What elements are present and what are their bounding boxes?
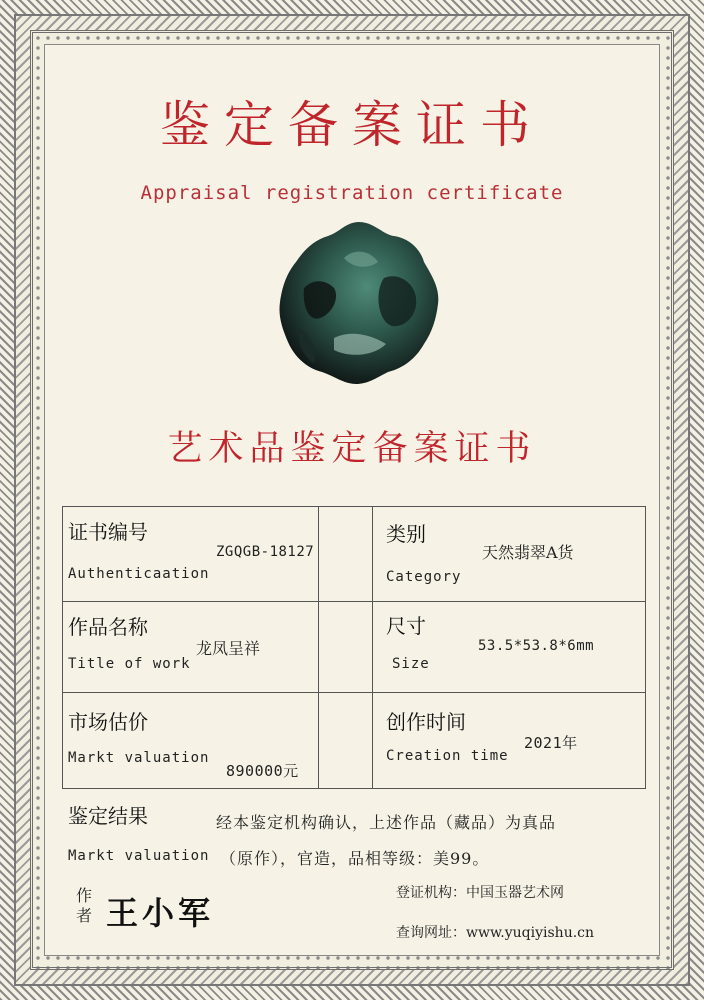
- certificate-no-label-en: Authenticaation: [68, 566, 210, 582]
- certificate-no-label: 证书编号: [68, 520, 148, 544]
- size-label-en: Size: [392, 656, 430, 672]
- result-line-1: 经本鉴定机构确认，上述作品（藏品）为真品: [216, 813, 557, 832]
- certifying-organization: 登证机构：中国玉器艺术网: [396, 885, 564, 901]
- creation-time-label: 创作时间: [386, 710, 466, 734]
- result-label: 鉴定结果: [68, 804, 148, 828]
- query-url: 查询网址：www.yuqiyishu.cn: [396, 925, 595, 941]
- grid-line: [62, 692, 646, 693]
- grid-line: [62, 788, 646, 789]
- creation-time-value: 2021年: [524, 734, 578, 752]
- work-title-label-en: Title of work: [68, 656, 191, 672]
- valuation-label: 市场估价: [68, 710, 148, 734]
- certificate-fields-grid: [62, 506, 646, 926]
- grid-line: [62, 601, 646, 602]
- certificate-title-cn: 鉴定备案证书: [160, 96, 544, 154]
- grid-line: [645, 506, 646, 788]
- grid-line: [62, 506, 646, 507]
- work-title-value: 龙凤呈祥: [196, 639, 261, 658]
- valuation-value: 890000元: [226, 762, 299, 780]
- category-label: 类别: [386, 522, 426, 546]
- grid-line: [318, 506, 319, 788]
- certificate-title-en: Appraisal registration certificate: [140, 182, 564, 204]
- size-value: 53.5*53.8*6mm: [478, 638, 595, 654]
- size-label: 尺寸: [386, 614, 426, 638]
- author-signature: 王小军: [106, 894, 215, 932]
- work-title-label: 作品名称: [68, 615, 148, 639]
- certificate-no-value: ZGQGB-18127: [216, 544, 315, 560]
- result-label-en: Markt valuation: [68, 848, 210, 864]
- result-line-2: （原作），官造，品相等级：美99。: [220, 849, 490, 868]
- creation-time-label-en: Creation time: [386, 748, 509, 764]
- author-label-2: 者: [76, 906, 93, 925]
- category-label-en: Category: [386, 569, 462, 585]
- category-value: 天然翡翠A货: [482, 543, 574, 562]
- grid-line: [372, 506, 373, 788]
- jade-pendant-image: [274, 218, 444, 388]
- grid-line: [62, 506, 63, 788]
- author-label-1: 作: [76, 886, 93, 905]
- section-title: 艺术品鉴定备案证书: [167, 429, 537, 469]
- valuation-label-en: Markt valuation: [68, 750, 210, 766]
